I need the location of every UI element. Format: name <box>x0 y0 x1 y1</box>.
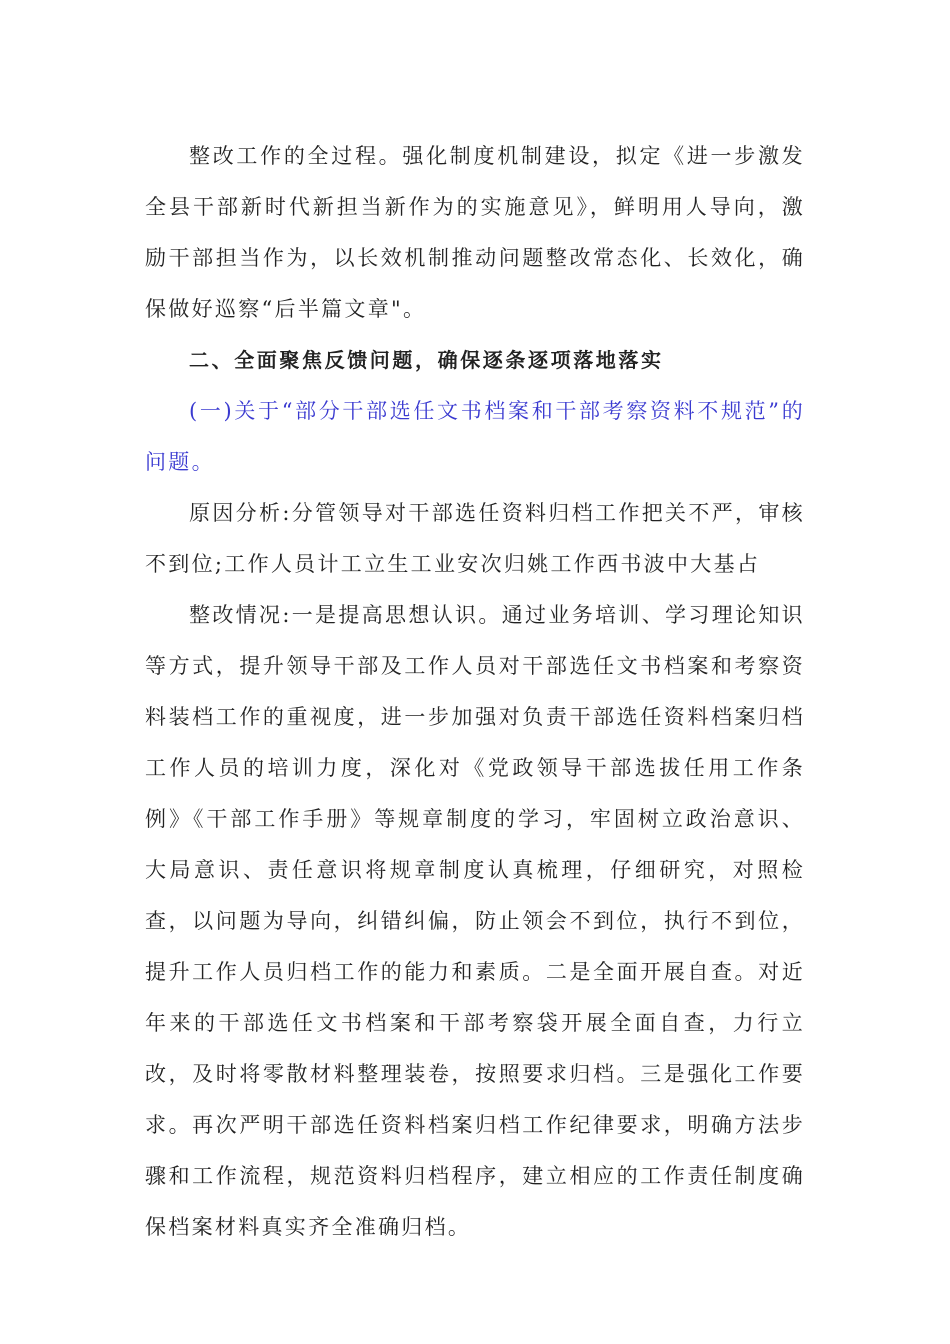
subsection-heading-1: (一)关于“部分干部选任文书档案和干部考察资料不规范”的问题。 <box>145 399 805 474</box>
document-body <box>145 131 805 1253</box>
section-heading-2: 二、全面聚焦反馈问题，确保逐条逐项落地落实 <box>189 348 664 372</box>
paragraph-cause-analysis: 原因分析:分管领导对干部选任资料归档工作把关不严，审核不到位;工作人员计工立生工业安次归姚工作西书波中大基占 <box>145 501 805 576</box>
paragraph-rectification-status: 整改情况:一是提高思想认识。通过业务培训、学习理论知识等方式，提升领导干部及工作人员对干部选任文书档案和考察资料装档工作的重视度，进一步加强对负责干部选任资料档案归档工作人员的培训力度，深化对《党政领导干部选拔任用工作条例》《干部工作手册》等规章制度的学习，牢固树立政治意识、大局意识、责任意识将规章制度认真梳理，仔细研究，对照检查，以问题为导向，纠错纠偏，防止领会不到位，执行不到位，提升工作人员归档工作的能力和素质。二是全面开展自查。对近年来的干部选任文书档案和干部考察袋开展全面自查，力行立改，及时将零散材料整理装卷，按照要求归档。三是强化工作要求。再次严明干部选任资料档案归档工作纪律要求，明确方法步骤和工作流程，规范资料归档程序，建立相应的工作责任制度确保档案材料真实齐全准确归档。 <box>145 603 805 1239</box>
paragraph-rectification-process: 整改工作的全过程。强化制度机制建设，拟定《进一步激发全县干部新时代新担当新作为的实施意见》，鲜明用人导向，激励干部担当作为，以长效机制推动问题整改常态化、长效化，确保做好巡察“后半篇文章"。 <box>145 144 805 321</box>
